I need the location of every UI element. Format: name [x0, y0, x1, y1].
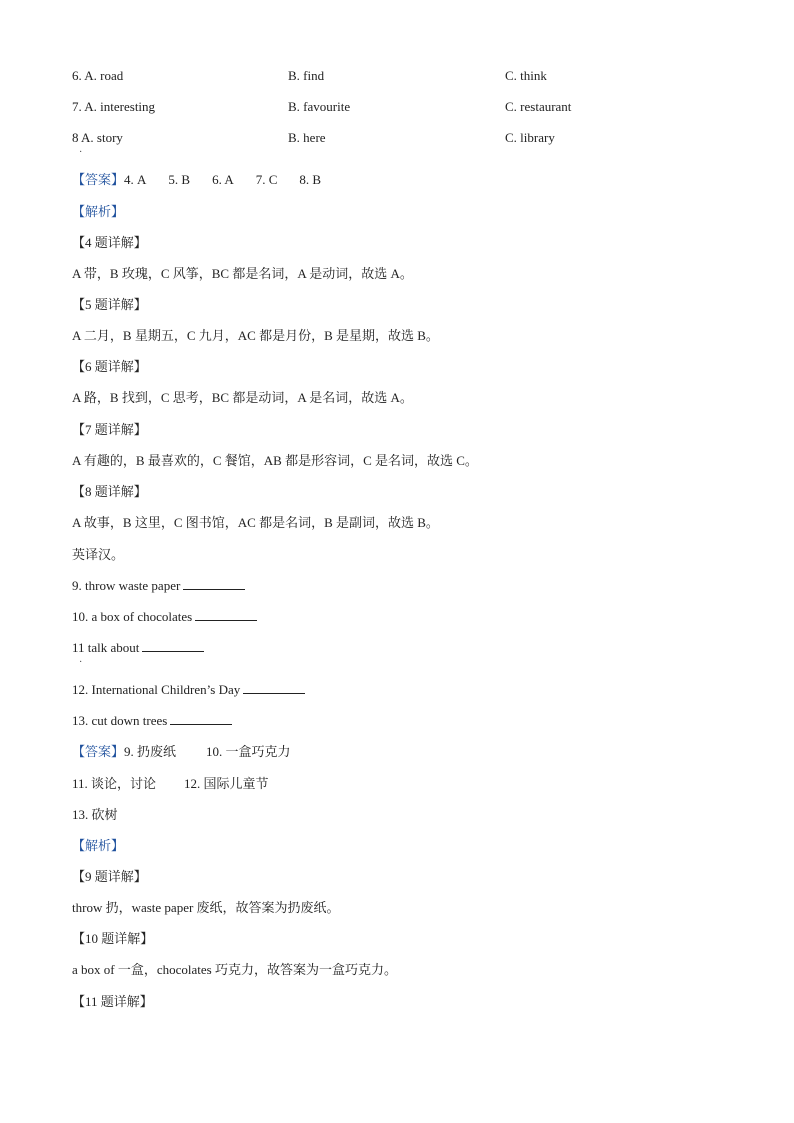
option-c: C. library — [505, 130, 555, 145]
question-text: 9. throw waste paper — [72, 578, 181, 593]
answer-tag: 【答案】 — [72, 172, 125, 187]
question-line — [72, 712, 232, 730]
detail-heading: 【6 题详解】 — [72, 359, 147, 374]
section-title: 英译汉。 — [72, 547, 125, 562]
question-line — [72, 608, 257, 626]
answer-line — [72, 775, 269, 793]
detail-heading: 【9 题详解】 — [72, 869, 147, 884]
detail-text: A 路，B 找到，C 思考，BC 都是动词，A 是名词，故选 A。 — [72, 390, 413, 405]
answer-item: 9. 扔废纸 — [124, 744, 177, 759]
answer-item: 5. B — [168, 172, 191, 187]
detail-heading: 【11 题详解】 — [72, 994, 153, 1009]
answer-item: 7. C — [255, 172, 278, 187]
option-b: B. find — [288, 68, 325, 83]
answer-blank — [183, 577, 245, 590]
detail-heading: 【10 题详解】 — [72, 931, 154, 946]
option-b: B. favourite — [288, 99, 351, 114]
option-c: C. think — [505, 68, 547, 83]
detail-text: A 故事，B 这里，C 图书馆，AC 都是名词，B 是副词，故选 B。 — [72, 515, 439, 530]
option-row-6 — [72, 67, 632, 85]
detail-text: A 二月，B 星期五，C 九月，AC 都是月份，B 是星期，故选 B。 — [72, 328, 439, 343]
stray-dot: · — [79, 147, 83, 158]
option-row-8 — [72, 129, 632, 147]
question-line — [72, 639, 204, 657]
option-row-7 — [72, 98, 632, 116]
option-a: 6. A. road — [72, 68, 124, 83]
answer-blank — [170, 712, 232, 725]
question-line — [72, 681, 305, 699]
answer-item: 13. 砍树 — [72, 807, 118, 822]
question-text: 12. International Children’s Day — [72, 682, 241, 697]
answer-tag: 【答案】 — [72, 744, 125, 759]
detail-text: A 带，B 玫瑰，C 风筝，BC 都是名词，A 是动词，故选 A。 — [72, 266, 413, 281]
analysis-label: 【解析】 — [72, 838, 125, 853]
answer-item: 6. A — [212, 172, 234, 187]
answer-item: 8. B — [299, 172, 322, 187]
option-a: 7. A. interesting — [72, 99, 156, 114]
answer-blank — [142, 639, 204, 652]
option-b: B. here — [288, 130, 326, 145]
analysis-label: 【解析】 — [72, 204, 125, 219]
detail-heading: 【4 题详解】 — [72, 235, 147, 250]
detail-heading: 【5 题详解】 — [72, 297, 147, 312]
answer-blank — [243, 681, 305, 694]
answer-item: 11. 谈论，讨论 — [72, 776, 157, 791]
detail-heading: 【7 题详解】 — [72, 422, 147, 437]
detail-text: a box of 一盒，chocolates 巧克力，故答案为一盒巧克力。 — [72, 962, 397, 977]
stray-dot: · — [79, 657, 83, 668]
question-text: 10. a box of chocolates — [72, 609, 193, 624]
option-a: 8 A. story — [72, 130, 123, 145]
answer-line — [72, 743, 291, 761]
question-text: 13. cut down trees — [72, 713, 168, 728]
answer-line — [72, 171, 321, 189]
option-c: C. restaurant — [505, 99, 572, 114]
detail-text: throw 扔，waste paper 废纸，故答案为扔废纸。 — [72, 900, 340, 915]
answer-item: 10. 一盒巧克力 — [206, 744, 291, 759]
answer-item: 12. 国际儿童节 — [184, 776, 269, 791]
detail-text: A 有趣的，B 最喜欢的，C 餐馆，AB 都是形容词，C 是名词，故选 C。 — [72, 453, 478, 468]
question-line — [72, 577, 245, 595]
question-text: 11 talk about — [72, 640, 140, 655]
answer-blank — [195, 608, 257, 621]
answer-item: 4. A — [124, 172, 147, 187]
detail-heading: 【8 题详解】 — [72, 484, 147, 499]
